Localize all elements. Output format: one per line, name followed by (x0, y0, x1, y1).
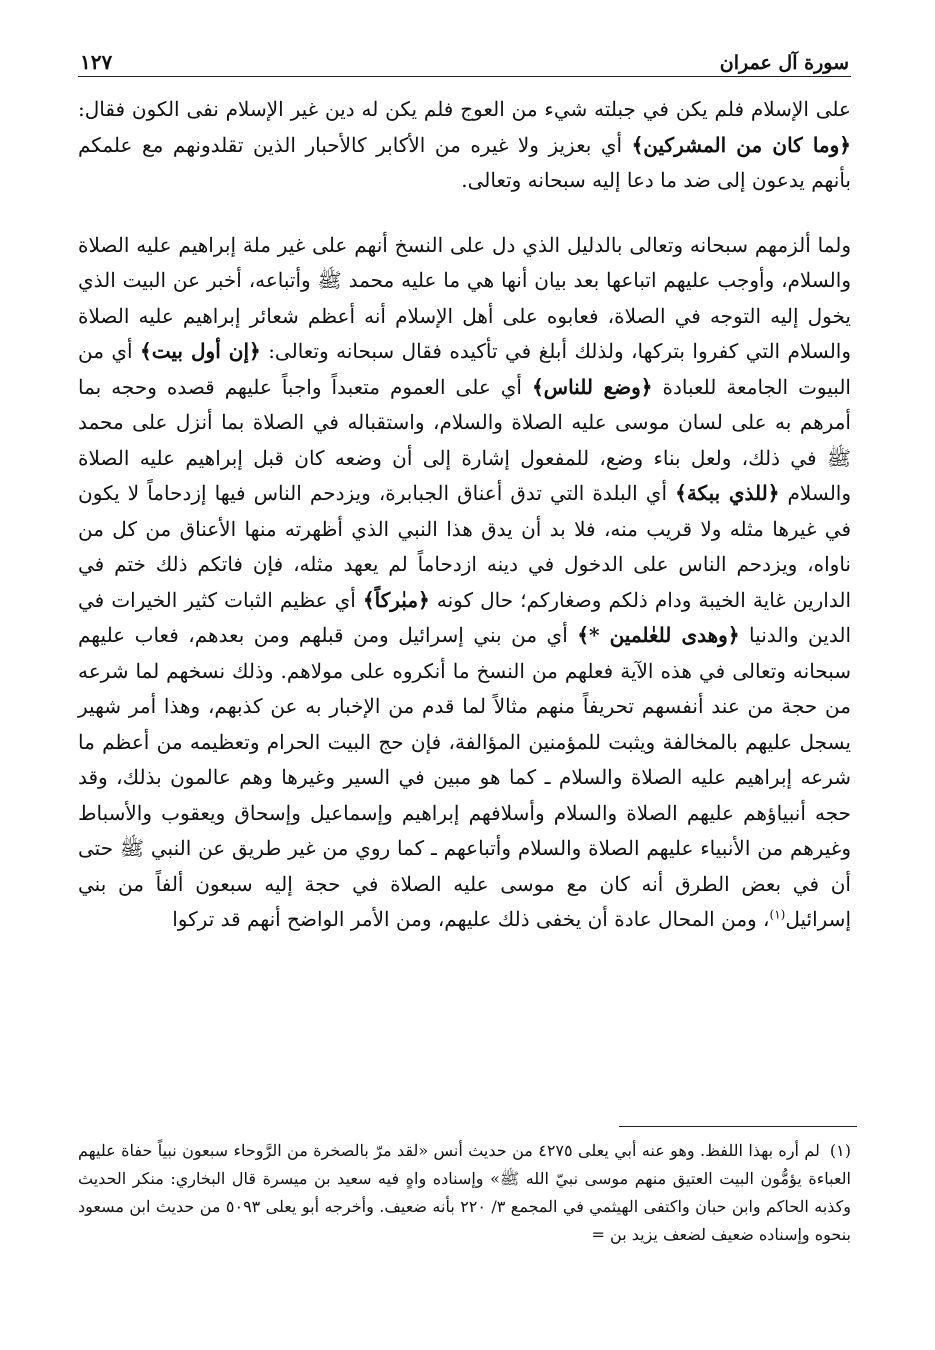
running-header (78, 40, 851, 77)
footnotes (78, 1137, 851, 1249)
main-text (78, 92, 851, 938)
quran-quote: ﴿إن أول بيت﴾ (140, 339, 261, 363)
footnote-marker: (١) (829, 1141, 851, 1160)
footnote-separator (619, 1126, 857, 1127)
quran-quote: ﴿وضع للناس﴾ (531, 374, 653, 399)
text-run: أي على العموم متعبداً واجباً عليهم قصده وحجه بما أمرهم به على لسان موسى عليه الصلاة والسلام، واستقباله في الصلاة بما أنزل على محمد ﷺ في ذلك، ولعل بناء وضع، للمفعول إشارة إلى أن وضعه كان قبل إبراهيم عليه الصلاة والسلام (78, 374, 851, 505)
text-run: أي من البيوت الجامعة للعبادة (78, 339, 851, 399)
quran-quote: ﴿للذي ببكة﴾ (675, 481, 780, 505)
footnote-text: لم أره بهذا اللفظ. وهو عنه أبي يعلى ٤٢٧٥ من حديث أنس «لقد مرّ بالصخرة من الرَّوحاء سبعون نبياً حفاة عليهم العباءة يؤمُّون البيت العتيق منهم موسى نبيّ الله ﷺ» وإسناده واهٍ فيه سعيد بن ميسرة قال البخاري: منكر الحديث وكذبه الحاكم وابن حبان واكتفى الهيثمي في المجمع ٣/ ٢٢٠ بأنه ضعيف. وأخرجه أبو يعلى ٥٠٩٣ من حديث ابن مسعود بنحوه وإسناده ضعيف لضعف يزيد بن = (78, 1141, 852, 1244)
surah-title: سورة آل عمران (719, 52, 849, 74)
quran-quote: ﴿مبٰركاً﴾ (362, 587, 430, 612)
page-number: ١٢٧ (80, 50, 113, 74)
paragraph (78, 228, 851, 938)
footnote-reference: (١) (769, 907, 786, 922)
footnote (78, 1137, 851, 1249)
quran-quote: ﴿وهدى للعٰلمين *﴾ (577, 623, 740, 647)
quran-quote: ﴿وما كان من المشركين﴾ (631, 132, 851, 157)
text-run: أي عظيم الثبات كثير الخيرات في الدين والدنيا (78, 587, 851, 647)
text-run: أي بعزيز ولا غيره من الأكابر كالأحبار الذين تقلدونهم مع علمكم بأنهم يدعون إلى ضد ما دعا إليه سبحانه وتعالى. (78, 132, 851, 192)
text-run: أي من بني إسرائيل ومن قبلهم ومن بعدهم، فعاب عليهم سبحانه وتعالى في هذه الآية فعلهم من النسخ ما أنكروه على مولاهم. وذلك نسخهم لما شرعه من حجة من عند أنفسهم تحريفاً منهم مثالاً لما قدم من الإخبار به عن كذبهم، وهذا أمر شهير يسجل عليهم بالمخالفة ويثبت للمؤمنين المؤالفة، فإن حج البيت الحرام وتعظيمه من أعظم ما شرعه إبراهيم عليه الصلاة والسلام ـ كما هو مبين في السير وغيرها وهم عالمون بذلك، وقد حجه أنبياؤهم عليهم الصلاة والسلام وأسلافهم إبراهيم وإسماعيل وإسحاق ويعقوب والأسباط وغيرهم من الأنبياء عليهم الصلاة والسلام وأتباعهم ـ كما روي من غير طريق عن النبي ﷺ حتى أن في بعض الطرق أنه كان مع موسى عليه الصلاة في حجة إليه سبعون ألفاً من بني إسرائيل (78, 623, 851, 931)
text-run: ولما ألزمهم سبحانه وتعالى بالدليل الذي دل على النسخ أنهم على غير ملة إبراهيم عليه الصلاة والسلام، وأوجب عليهم اتباعها بعد بيان أنها هي ما عليه محمد ﷺ وأتباعه، أخبر عن البيت الذي يخول إليه التوجه في الصلاة، فعابوه على أهل الإسلام أنه أعظم شعائر إبراهيم عليه الصلاة والسلام التي كفروا بتركها، ولذلك أبلغ في تأكيده فقال سبحانه وتعالى: (78, 232, 852, 363)
text-run: ، ومن المحال عادة أن يخفى ذلك عليهم، ومن الأمر الواضح أنهم قد تركوا (172, 907, 770, 931)
text-run: على الإسلام فلم يكن في جبلته شيء من العوج فلم يكن له دين غير الإسلام نفى الكون فقال: (78, 97, 851, 121)
paragraph (78, 92, 851, 199)
text-run: أي البلدة التي تدق أعناق الجبابرة، ويزدحم الناس فيها إزدحاماً لا يكون في غيرها مثله ولا قريب منه، فلا بد أن يدق هذا النبي الذي أظهرته منها الأعناق من كل من ناواه، ويزدحم الناس على الدخول في دينه ازدحاماً لم يعهد مثله، فإن فاتكم ذلك ختم في الدارين غاية الخيبة ودام ذلكم وصغاركم؛ حال كونه (78, 481, 851, 612)
